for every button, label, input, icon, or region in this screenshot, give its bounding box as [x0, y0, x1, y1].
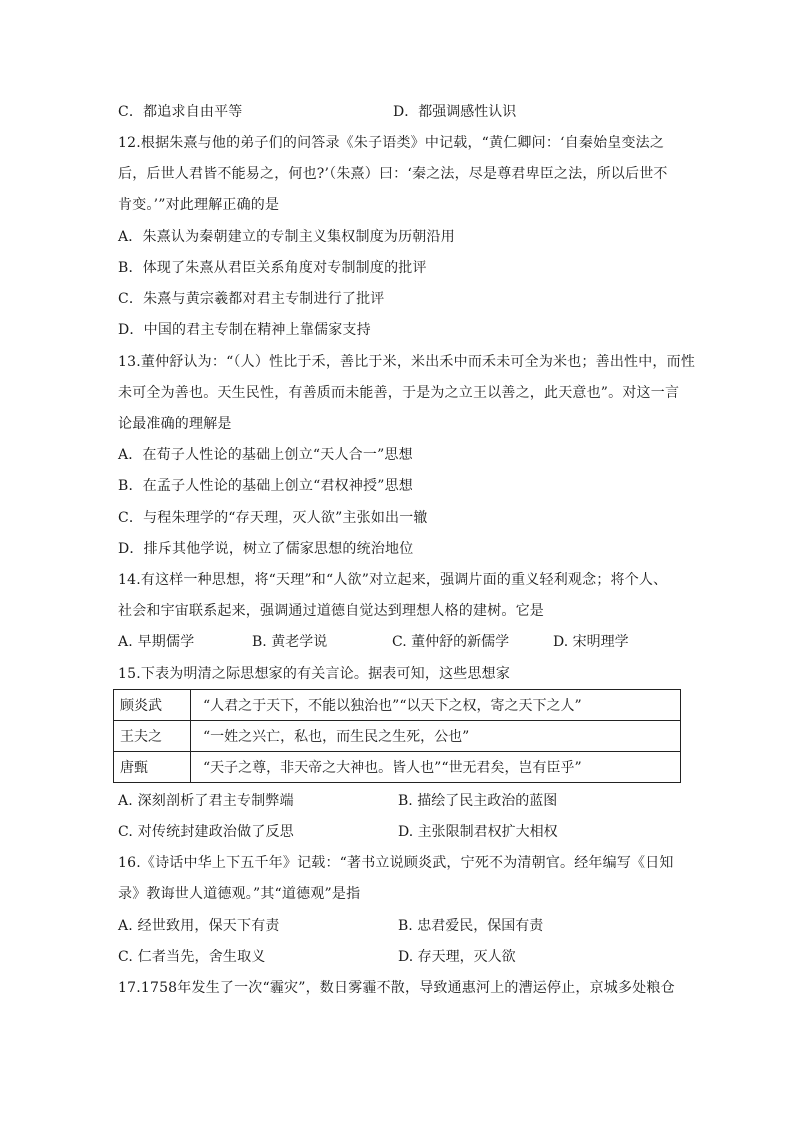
q15-option-d: D. 主张限制君权扩大相权	[398, 824, 558, 840]
q13-stem-line-2: 未可全为善也。天生民性，有善质而未能善，于是为之立王以善之，此天意也”。对这一言	[118, 385, 680, 401]
q13-option-d: D．排斥其他学说，树立了儒家思想的统治地位	[118, 541, 414, 557]
q12-stem-line-2: 后，后世人君皆不能易之，何也?’（朱熹）曰：‘秦之法，尽是尊君卑臣之法，所以后世不	[118, 166, 668, 182]
thinker-quote: “一姓之兴亡，私也，而生民之生死，公也”	[191, 721, 681, 752]
table-row	[114, 690, 681, 721]
q16-stem-line-2: 录》教诲世人道德观。”其“道德观”是指	[118, 886, 361, 902]
q12-stem-line-3: 肯变。’”对此理解正确的是	[118, 197, 280, 213]
thinker-quote: “人君之于天下，不能以独治也”“以天下之权，寄之天下之人”	[191, 690, 681, 721]
thinker-quote: “天子之尊，非天帝之大神也。皆人也”“世无君矣，岂有臣乎”	[191, 752, 681, 783]
q15-option-b: B. 描绘了民主政治的蓝图	[398, 793, 558, 809]
q14-option-c: C. 董仲舒的新儒学	[392, 634, 510, 650]
thinkers-table	[113, 689, 681, 783]
q15-option-c: C. 对传统封建政治做了反思	[118, 824, 294, 840]
q13-option-c: C．与程朱理学的“存天理，灭人欲”主张如出一辙	[118, 510, 428, 526]
q15-stem: 15.下表为明清之际思想家的有关言论。据表可知，这些思想家	[118, 666, 511, 682]
q17-stem: 17.1758年发生了一次“霾灾”，数日雾霾不散，导致通惠河上的漕运停止，京城多处粮仓	[118, 980, 675, 996]
thinker-name: 王夫之	[114, 721, 191, 752]
q14-option-d: D. 宋明理学	[553, 634, 629, 650]
q14-option-b: B. 黄老学说	[252, 634, 328, 650]
q16-option-d: D. 存天理，灭人欲	[398, 949, 516, 965]
q14-stem-line-1: 14.有这样一种思想，将“天理”和“人欲”对立起来，强调片面的重义轻利观念；将个人、	[118, 572, 668, 588]
q13-stem-line-3: 论最准确的理解是	[118, 416, 232, 432]
q12-option-c: C．朱熹与黄宗羲都对君主专制进行了批评	[118, 291, 385, 307]
q14-stem-line-2: 社会和宇宙联系起来，强调通过道德自觉达到理想人格的建树。它是	[118, 603, 544, 619]
q16-option-c: C. 仁者当先，舍生取义	[118, 949, 266, 965]
q11-option-d: D．都强调感性认识	[393, 104, 517, 120]
q12-option-d: D．中国的君主专制在精神上靠儒家支持	[118, 322, 371, 338]
q12-stem-line-1: 12.根据朱熹与他的弟子们的问答录《朱子语类》中记载，“黄仁卿问：‘自秦始皇变法之	[118, 135, 665, 151]
q11-option-c: C．都追求自由平等	[118, 104, 243, 120]
q16-option-b: B. 忠君爱民，保国有责	[398, 918, 544, 934]
q12-option-a: A．朱熹认为秦朝建立的专制主义集权制度为历朝沿用	[118, 229, 455, 245]
q15-option-a: A. 深刻剖析了君主专制弊端	[118, 793, 294, 809]
q16-stem-line-1: 16.《诗话中华上下五千年》记载：“著书立说顾炎武，宁死不为清朝官。经年编写《日知	[118, 855, 674, 871]
thinker-name: 唐甄	[114, 752, 191, 783]
q13-option-b: B．在孟子人性论的基础上创立“君权神授”思想	[118, 478, 414, 494]
table-row	[114, 752, 681, 783]
thinker-name: 顾炎武	[114, 690, 191, 721]
q13-stem-line-1: 13.董仲舒认为：“（人）性比于禾，善比于米，米出禾中而禾未可全为米也；善出性中，而性	[118, 354, 696, 370]
q13-option-a: A．在荀子人性论的基础上创立“天人合一”思想	[118, 447, 413, 463]
table-row	[114, 721, 681, 752]
q12-option-b: B．体现了朱熹从君臣关系角度对专制制度的批评	[118, 260, 427, 276]
q14-option-a: A. 早期儒学	[118, 634, 195, 650]
q16-option-a: A. 经世致用，保天下有责	[118, 918, 280, 934]
